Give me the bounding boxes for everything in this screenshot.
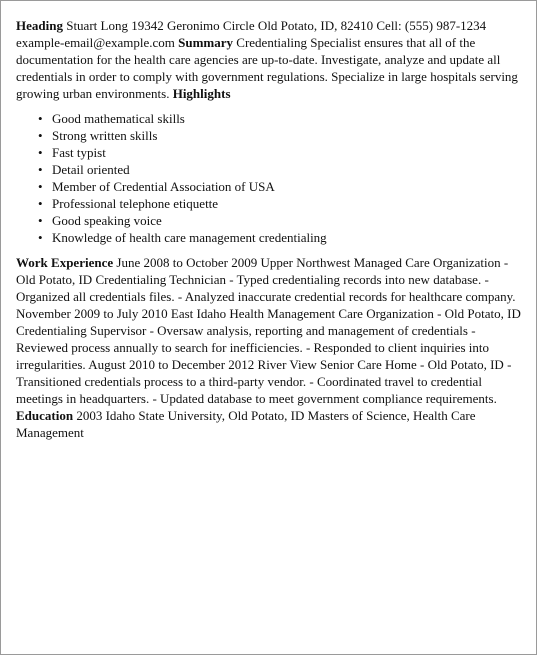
disc-bullet-icon: • <box>38 213 43 228</box>
list-item <box>38 127 522 144</box>
disc-bullet-icon: • <box>38 162 43 177</box>
list-item <box>38 144 522 161</box>
summary-text: Credentialing Specialist ensures that all of the documentation for the health care agencies are up-to-date. Investigate, analyze and update all credentials in order to comply with government regulations. Specialize in large hospitals serving growing urban environments. <box>16 35 518 101</box>
highlight-text: Strong written skills <box>52 128 158 143</box>
list-item <box>38 161 522 178</box>
education-text: 2003 Idaho State University, Old Potato, ID Masters of Science, Health Care Management <box>16 408 476 440</box>
work-experience-text: June 2008 to October 2009 Upper Northwest Managed Care Organization - Old Potato, ID Credentialing Technician - Typed credentialing records into new database. - Organized all credentials files. - Analyzed inaccurate credential records for healthcare company. November 2009 to July 2010 East Idaho Health Management Care Organization - Old Potato, ID Credentialing Supervisor - Oversaw analysis, reporting and management of credentials - Reviewed process annually to search for inefficiencies. - Responded to client inquiries into irregularities. August 2010 to December 2012 River View Senior Care Home - Old Potato, ID - Transitioned credentials process to a third-party vendor. - Coordinated travel to credential meetings in headquarters. - Updated database to meet government compliance requirements. <box>16 255 521 406</box>
disc-bullet-icon: • <box>38 179 43 194</box>
highlights-label: Highlights <box>172 86 231 101</box>
heading-text: Stuart Long 19342 Geronimo Circle Old Potato, ID, 82410 Cell: (555) 987-1234 example-email@example.com <box>16 18 487 50</box>
highlight-text: Good speaking voice <box>52 213 162 228</box>
highlight-text: Good mathematical skills <box>52 111 185 126</box>
heading-label: Heading <box>16 18 63 33</box>
education-label: Education <box>16 408 74 423</box>
work-experience-label: Work Experience <box>16 255 114 270</box>
highlight-text: Professional telephone etiquette <box>52 196 219 211</box>
disc-bullet-icon: • <box>38 111 43 126</box>
list-item <box>38 110 522 127</box>
highlight-text: Member of Credential Association of USA <box>52 179 275 194</box>
highlight-text: Knowledge of health care management credentialing <box>52 230 327 245</box>
disc-bullet-icon: • <box>38 196 43 211</box>
list-item <box>38 178 522 195</box>
list-item <box>38 195 522 212</box>
highlight-text: Detail oriented <box>52 162 130 177</box>
list-item <box>38 212 522 229</box>
disc-bullet-icon: • <box>38 145 43 160</box>
disc-bullet-icon: • <box>38 128 43 143</box>
heading-summary-paragraph <box>16 17 522 102</box>
highlights-list <box>16 110 522 246</box>
disc-bullet-icon: • <box>38 230 43 245</box>
list-item <box>38 229 522 246</box>
highlight-text: Fast typist <box>52 145 106 160</box>
summary-label: Summary <box>178 35 234 50</box>
experience-education-paragraph <box>16 254 522 441</box>
